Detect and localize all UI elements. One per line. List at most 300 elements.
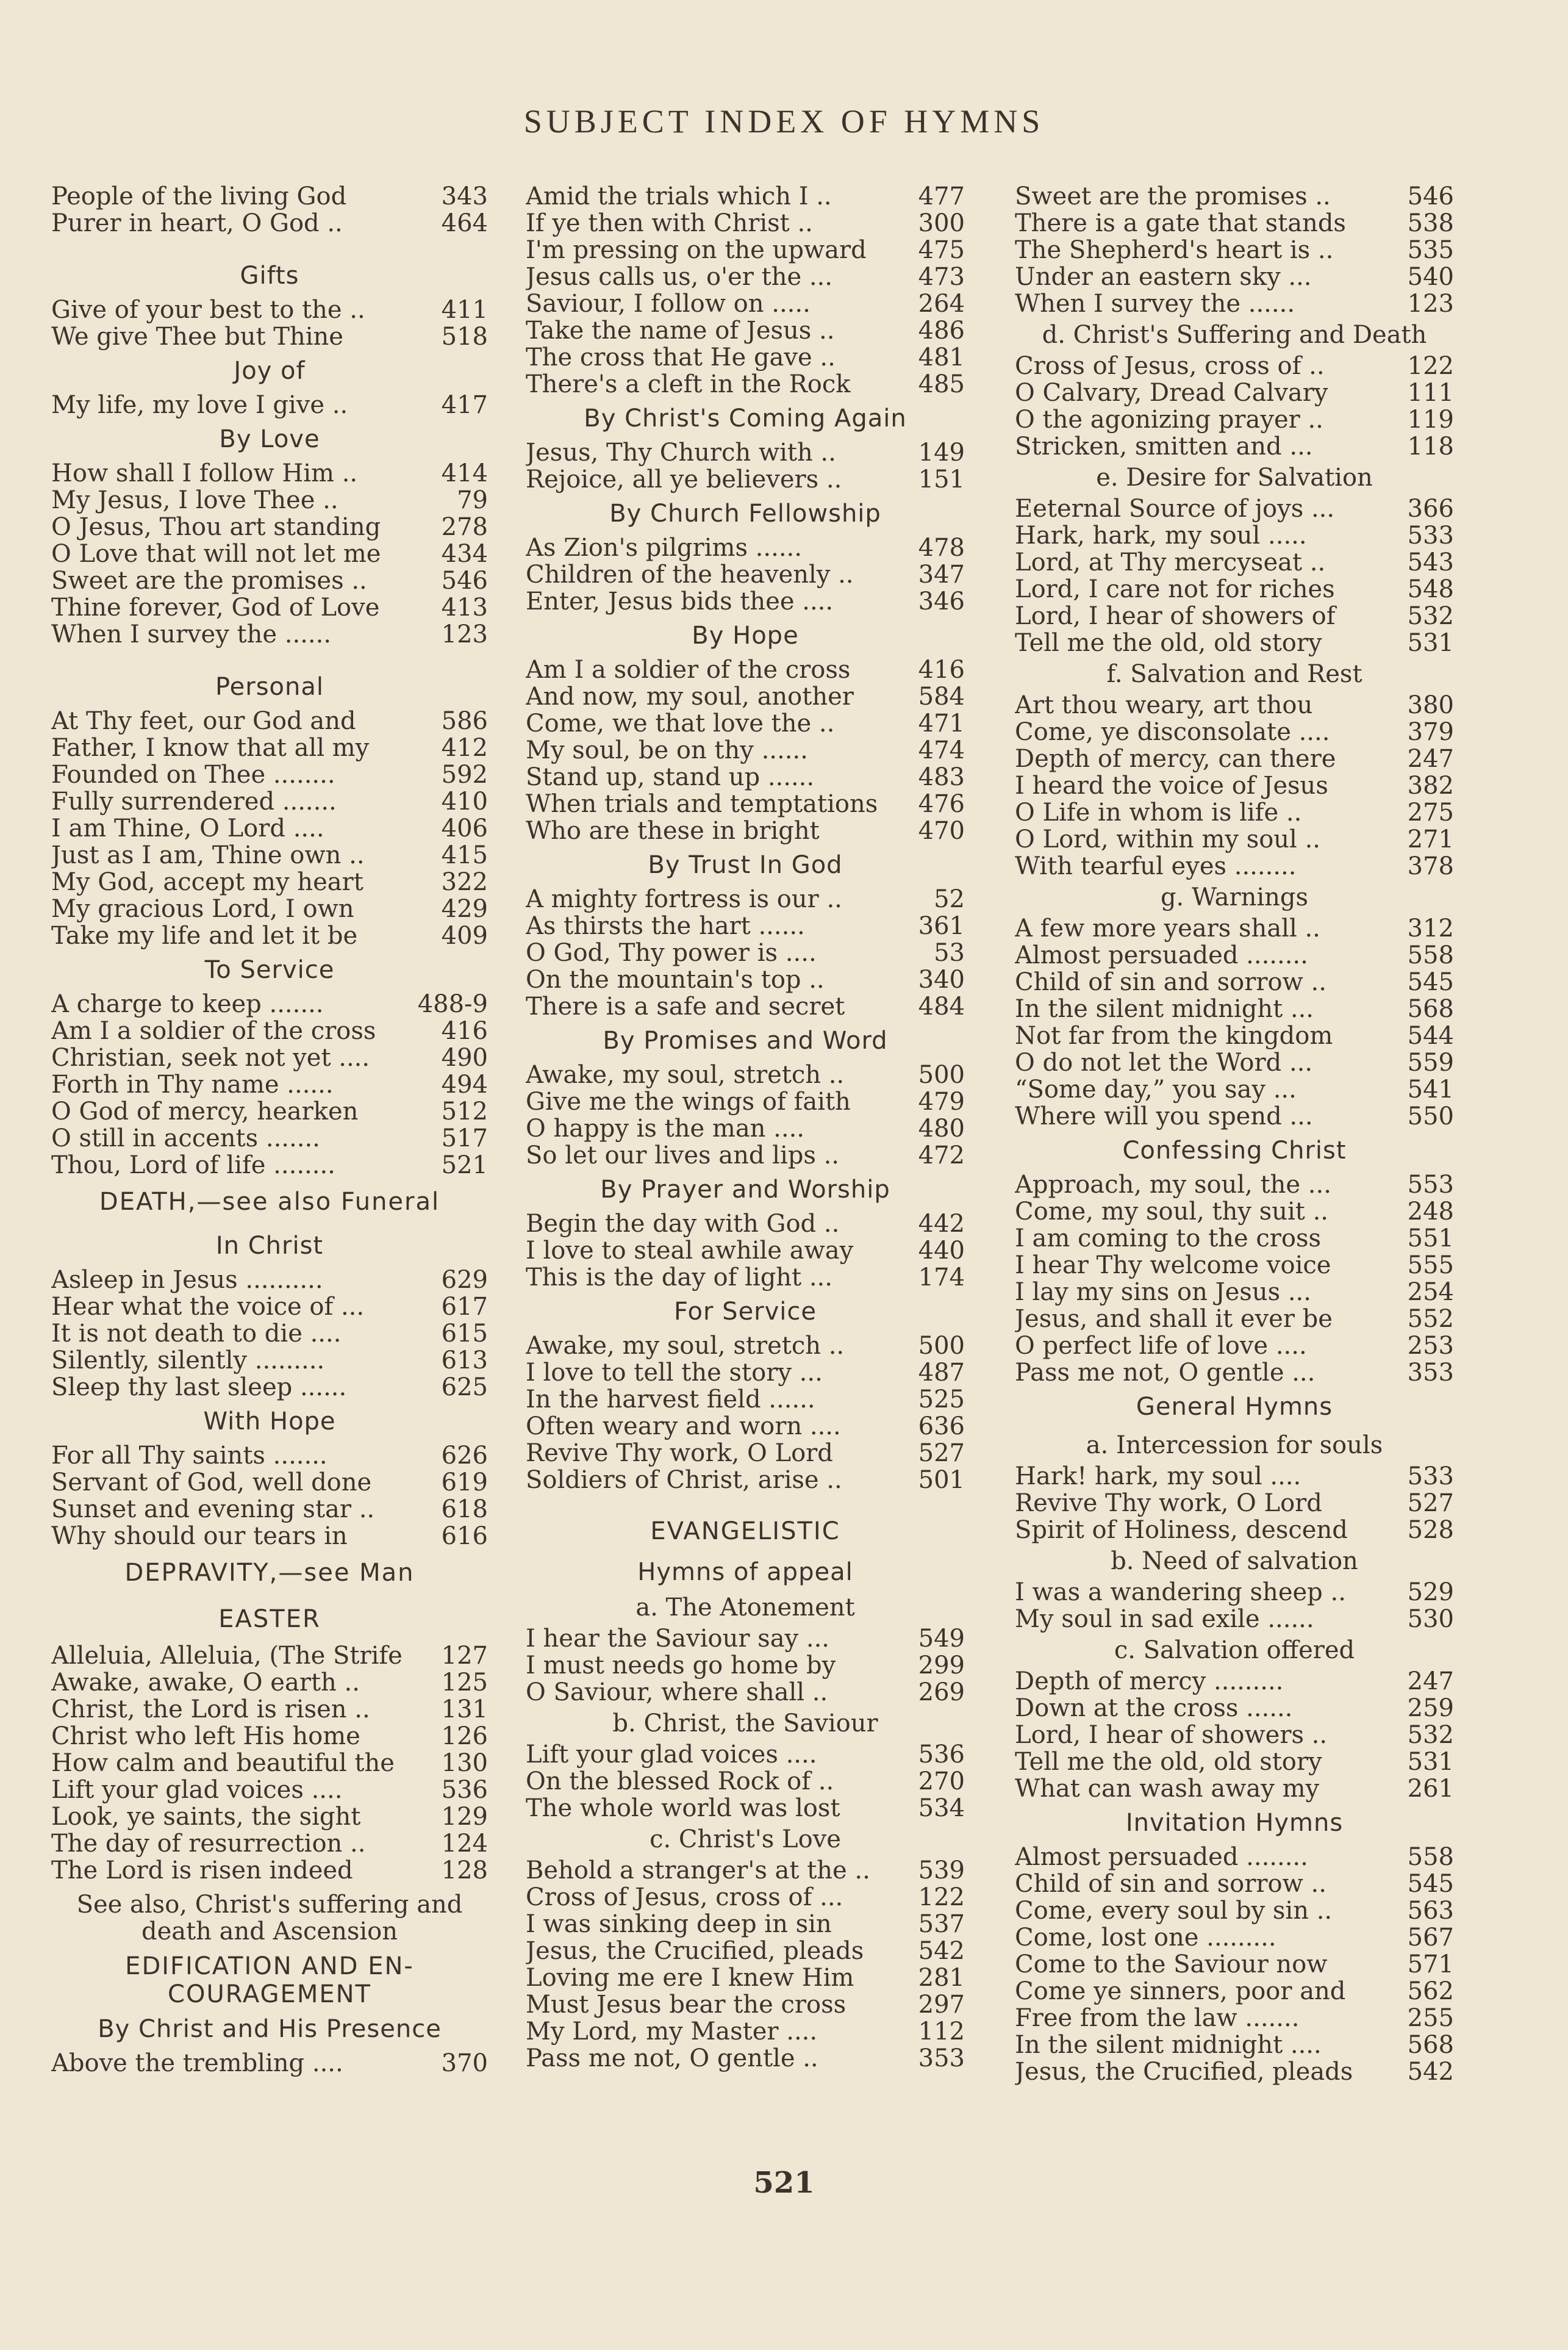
section-heading: By Church Fellowship	[609, 500, 881, 528]
index-entry	[51, 708, 488, 735]
hymn-number: 478	[918, 534, 965, 562]
hymn-number: 416	[918, 656, 965, 684]
index-entry	[526, 940, 965, 966]
index-entry	[1015, 1870, 1454, 1897]
hymn-number: 125	[441, 1669, 488, 1697]
hymn-title: Saviour, I follow on .....	[526, 290, 811, 317]
hymn-title: Lord, I care not for riches	[1015, 576, 1335, 603]
hymn-title: In the silent midnight ....	[1015, 2032, 1322, 2058]
hymn-title: Come, every soul by sin ..	[1015, 1897, 1333, 1924]
index-entry	[51, 1496, 488, 1523]
index-entry	[1015, 353, 1454, 379]
index-entry	[526, 1652, 965, 1679]
hymn-number: 533	[1407, 1462, 1454, 1490]
hymn-number: 536	[441, 1776, 488, 1804]
index-entry	[526, 1386, 965, 1413]
hymn-title: A mighty fortress is our ..	[526, 886, 842, 913]
hymn-title: Just as I am, Thine own ..	[51, 842, 365, 869]
index-entry	[1015, 969, 1454, 996]
hymn-number: 254	[1407, 1278, 1454, 1306]
hymn-number: 278	[441, 513, 488, 541]
hymn-number: 131	[441, 1695, 488, 1723]
section-heading: With Hope	[203, 1407, 336, 1436]
hymn-number: 353	[918, 2044, 965, 2072]
hymn-number: 380	[1407, 691, 1454, 719]
hymn-title: “Some day,” you say ...	[1015, 1076, 1297, 1103]
hymn-title: Approach, my soul, the ...	[1015, 1171, 1331, 1198]
hymn-title: Revive Thy work, O Lord	[1015, 1490, 1322, 1517]
hymn-number: 617	[441, 1293, 488, 1321]
index-entry	[526, 371, 965, 398]
hymn-number: 481	[918, 343, 965, 372]
index-entry	[1015, 1049, 1454, 1076]
hymn-title: The Lord is risen indeed	[51, 1857, 353, 1884]
major-heading: COURAGEMENT	[168, 1980, 371, 2008]
hymn-title: Purer in heart, O God ..	[51, 210, 343, 237]
hymn-title: O the agonizing prayer ..	[1015, 406, 1323, 433]
index-entry	[51, 2050, 488, 2077]
index-entry	[1015, 746, 1454, 772]
hymn-number: 616	[441, 1522, 488, 1550]
subsection-heading: d. Christ's Suffering and Death	[1042, 321, 1427, 349]
hymn-number: 118	[1407, 433, 1454, 461]
hymn-title: I must needs go home by	[526, 1652, 836, 1679]
hymn-number: 253	[1407, 1332, 1454, 1360]
hymn-title: Tell me the old, old story	[1015, 630, 1322, 656]
hymn-number: 490	[441, 1044, 488, 1072]
hymn-number: 533	[1407, 522, 1454, 550]
index-entry	[51, 541, 488, 567]
hymn-number: 264	[918, 290, 965, 318]
hymn-title: I'm pressing on the upward	[526, 237, 867, 264]
hymn-number: 527	[918, 1439, 965, 1467]
hymn-title: I was a wandering sheep ..	[1015, 1579, 1346, 1606]
index-entry	[1015, 1668, 1454, 1695]
index-entry	[526, 1210, 965, 1237]
major-heading: EASTER	[218, 1605, 321, 1633]
hymn-number: 540	[1407, 263, 1454, 291]
hymn-title: How shall I follow Him ..	[51, 460, 358, 487]
hymn-title: Often weary and worn ....	[526, 1413, 841, 1440]
hymn-number: 415	[441, 841, 488, 869]
hymn-title: My soul, be on thy ......	[526, 737, 808, 764]
hymn-title: My life, my love I give ..	[51, 392, 348, 419]
subsection-heading: c. Christ's Love	[650, 1825, 841, 1853]
index-entry	[526, 1679, 965, 1706]
index-entry	[1015, 1978, 1454, 2005]
hymn-title: I love to steal awhile away	[526, 1237, 854, 1264]
hymn-title: Forth in Thy name ......	[51, 1071, 334, 1098]
index-entry	[51, 487, 488, 514]
index-entry	[51, 761, 488, 788]
hymn-number: 483	[918, 763, 965, 791]
hymn-number: 382	[1407, 772, 1454, 800]
hymn-number: 549	[918, 1625, 965, 1653]
index-entry	[1015, 2032, 1454, 2058]
hymn-number: 122	[1407, 352, 1454, 380]
hymn-number: 567	[1407, 1924, 1454, 1952]
hymn-title: Christian, seek not yet ....	[51, 1044, 370, 1071]
hymn-number: 124	[441, 1830, 488, 1858]
hymn-number: 619	[441, 1468, 488, 1497]
hymn-title: Alleluia, Alleluia, (The Strife	[51, 1642, 403, 1669]
hymn-title: O perfect life of love ....	[1015, 1332, 1307, 1359]
hymn-title: Awake, my soul, stretch ..	[526, 1332, 845, 1359]
hymn-number: 521	[441, 1151, 488, 1179]
hymn-number: 406	[441, 814, 488, 843]
index-entry	[526, 764, 965, 791]
index-entry	[526, 1625, 965, 1652]
hymn-number: 517	[441, 1124, 488, 1152]
hymn-title: Am I a soldier of the cross	[51, 1018, 376, 1044]
hymn-title: If ye then with Christ ..	[526, 210, 813, 237]
hymn-number: 636	[918, 1412, 965, 1440]
hymn-number: 536	[918, 1741, 965, 1769]
section-heading: General Hymns	[1136, 1393, 1333, 1421]
hymn-title: There's a cleft in the Rock	[526, 371, 851, 398]
index-entry	[1015, 1171, 1454, 1198]
section-heading: By Christ's Coming Again	[584, 404, 907, 433]
index-entry	[1015, 942, 1454, 969]
hymn-title: Sleep thy last sleep ......	[51, 1374, 347, 1401]
index-entry	[526, 344, 965, 371]
section-heading: By Hope	[692, 622, 799, 650]
index-entry	[1015, 237, 1454, 264]
hymn-title: For all Thy saints .......	[51, 1442, 328, 1469]
index-entry	[526, 1857, 965, 1884]
hymn-title: Lord, at Thy mercyseat ..	[1015, 549, 1326, 576]
hymn-title: Look, ye saints, the sight	[51, 1803, 361, 1830]
hymn-title: Stand up, stand up ......	[526, 764, 815, 791]
subsection-heading: b. Need of salvation	[1111, 1547, 1358, 1575]
index-entry	[1015, 1279, 1454, 1306]
hymn-title: O do not let the Word ...	[1015, 1049, 1313, 1076]
hymn-number: 474	[918, 736, 965, 764]
index-entry	[1015, 915, 1454, 942]
index-entry	[526, 2045, 965, 2072]
see-also-note: death and Ascension	[141, 1917, 398, 1946]
index-entry	[1015, 1897, 1454, 1924]
index-entry	[526, 1911, 965, 1938]
index-entry	[1015, 996, 1454, 1022]
index-entry	[1015, 1306, 1454, 1332]
hymn-title: Rejoice, all ye believers ..	[526, 466, 842, 493]
hymn-title: Must Jesus bear the cross	[526, 1991, 847, 2018]
index-entry	[1015, 799, 1454, 826]
hymn-number: 562	[1407, 1977, 1454, 2005]
index-entry	[51, 1293, 488, 1320]
section-heading: Gifts	[240, 262, 299, 290]
hymn-title: In the harvest field ......	[526, 1386, 815, 1413]
index-entry	[526, 1088, 965, 1115]
hymn-number: 366	[1407, 495, 1454, 523]
hymn-title: Behold a stranger's at the ..	[526, 1857, 870, 1884]
hymn-number: 545	[1407, 1870, 1454, 1898]
index-entry	[526, 1332, 965, 1359]
hymn-title: There is a gate that stands	[1015, 210, 1346, 237]
hymn-number: 568	[1407, 2031, 1454, 2059]
hymn-number: 550	[1407, 1102, 1454, 1130]
index-entry	[526, 264, 965, 290]
index-entry	[51, 1723, 488, 1750]
hymn-number: 480	[918, 1115, 965, 1143]
hymn-number: 370	[441, 2049, 488, 2077]
hymn-title: Under an eastern sky ...	[1015, 264, 1312, 290]
hymn-title: Awake, awake, O earth ..	[51, 1669, 360, 1696]
hymn-title: This is the day of light ...	[526, 1264, 832, 1291]
hymn-number: 361	[918, 912, 965, 940]
hymn-title: The Shepherd's heart is ..	[1015, 237, 1334, 264]
section-heading: Invitation Hymns	[1125, 1809, 1344, 1837]
index-entry	[51, 1857, 488, 1884]
hymn-title: Jesus, Thy Church with ..	[526, 439, 836, 466]
index-entry	[51, 567, 488, 594]
hymn-number: 542	[918, 1937, 965, 1965]
index-entry	[51, 1523, 488, 1550]
index-entry	[51, 1071, 488, 1098]
index-entry	[51, 323, 488, 350]
hymn-title: At Thy feet, our God and	[51, 708, 356, 735]
hymn-title: In the silent midnight ...	[1015, 996, 1314, 1022]
index-entry	[51, 1696, 488, 1723]
index-entry	[526, 913, 965, 940]
hymn-title: Take the name of Jesus ..	[526, 317, 835, 344]
hymn-number: 442	[918, 1210, 965, 1238]
section-heading: Confessing Christ	[1122, 1137, 1347, 1165]
hymn-title: There is a safe and secret	[526, 993, 845, 1020]
index-entry	[51, 896, 488, 922]
index-column-1	[51, 183, 488, 2077]
index-entry	[526, 993, 965, 1020]
hymn-title: As Zion's pilgrims ......	[526, 534, 802, 561]
index-entry	[1015, 692, 1454, 719]
hymn-title: Depth of mercy .........	[1015, 1668, 1284, 1695]
hymn-title: Who are these in bright	[526, 817, 820, 844]
hymn-number: 475	[918, 236, 965, 264]
index-entry	[51, 210, 488, 237]
hymn-title: Where will you spend ...	[1015, 1103, 1313, 1130]
hymn-number: 112	[918, 2018, 965, 2046]
index-entry	[1015, 290, 1454, 317]
index-entry	[1015, 1844, 1454, 1870]
hymn-number: 271	[1407, 825, 1454, 853]
index-entry	[51, 1044, 488, 1071]
hymn-number: 488-9	[417, 990, 488, 1018]
hymn-title: It is not death to die ....	[51, 1320, 342, 1347]
hymn-title: Enter, Jesus bids thee ....	[526, 588, 834, 615]
hymn-title: I hear the Saviour say ...	[526, 1625, 830, 1652]
hymn-number: 259	[1407, 1694, 1454, 1722]
hymn-title: Jesus, and shall it ever be	[1015, 1306, 1333, 1332]
hymn-number: 119	[1407, 406, 1454, 434]
hymn-number: 297	[918, 1991, 965, 2019]
hymn-title: O Life in whom is life ..	[1015, 799, 1302, 826]
hymn-title: Depth of mercy, can there	[1015, 746, 1336, 772]
index-entry	[1015, 433, 1454, 460]
hymn-number: 79	[457, 486, 488, 514]
index-entry	[526, 886, 965, 913]
index-entry	[526, 588, 965, 615]
index-entry	[51, 514, 488, 541]
hymn-title: O God of mercy, hearken	[51, 1098, 359, 1125]
hymn-title: Lord, I hear of showers ..	[1015, 1722, 1328, 1748]
hymn-number: 149	[918, 439, 965, 467]
hymn-title: The cross that He gave ..	[526, 344, 836, 371]
index-entry	[1015, 1022, 1454, 1049]
hymn-title: Tell me the old, old story	[1015, 1748, 1322, 1775]
hymn-number: 629	[441, 1266, 488, 1294]
index-entry	[51, 1830, 488, 1857]
index-entry	[1015, 1103, 1454, 1130]
hymn-number: 552	[1407, 1305, 1454, 1333]
section-heading: Joy of	[234, 357, 306, 385]
hymn-title: O Calvary, Dread Calvary	[1015, 379, 1328, 406]
index-entry	[526, 1142, 965, 1169]
hymn-number: 269	[918, 1678, 965, 1706]
hymn-title: When I survey the ......	[51, 621, 332, 648]
hymn-title: Come to the Saviour now	[1015, 1951, 1328, 1978]
hymn-number: 512	[441, 1098, 488, 1126]
hymn-number: 477	[918, 182, 965, 210]
index-entry	[526, 1768, 965, 1795]
hymn-title: Why should our tears in	[51, 1523, 348, 1550]
hymn-number: 353	[1407, 1359, 1454, 1387]
hymn-title: Loving me ere I knew Him	[526, 1964, 854, 1991]
index-entry	[51, 594, 488, 621]
hymn-number: 535	[1407, 236, 1454, 264]
hymn-number: 378	[1407, 852, 1454, 880]
hymn-number: 548	[1407, 575, 1454, 603]
hymn-number: 558	[1407, 1843, 1454, 1871]
hymn-number: 568	[1407, 995, 1454, 1023]
hymn-number: 541	[1407, 1076, 1454, 1104]
hymn-title: So let our lives and lips ..	[526, 1142, 840, 1169]
hymn-title: How calm and beautiful the	[51, 1750, 395, 1777]
hymn-number: 174	[918, 1263, 965, 1292]
hymn-title: Spirit of Holiness, descend	[1015, 1517, 1348, 1543]
hymn-title: Stricken, smitten and ...	[1015, 433, 1313, 460]
hymn-title: Am I a soldier of the cross	[526, 656, 851, 683]
hymn-number: 531	[1407, 1748, 1454, 1776]
major-heading: EDIFICATION AND EN-	[125, 1952, 414, 1980]
index-entry	[1015, 210, 1454, 237]
hymn-number: 615	[441, 1320, 488, 1348]
hymn-number: 261	[1407, 1775, 1454, 1803]
hymn-title: Lord, I hear of showers of	[1015, 603, 1336, 630]
hymn-title: I hear Thy welcome voice	[1015, 1252, 1331, 1279]
index-entry	[51, 1442, 488, 1469]
index-entry	[526, 210, 965, 237]
index-entry	[526, 1264, 965, 1291]
index-entry	[51, 922, 488, 949]
index-entry	[51, 1642, 488, 1669]
index-entry	[51, 1469, 488, 1496]
hymn-number: 347	[918, 561, 965, 589]
index-entry	[1015, 522, 1454, 549]
hymn-title: The whole world was lost	[526, 1795, 840, 1822]
index-entry	[526, 817, 965, 844]
index-entry	[1015, 853, 1454, 880]
section-heading: To Service	[204, 956, 335, 984]
index-entry	[526, 183, 965, 210]
hymn-number: 281	[918, 1964, 965, 1992]
page-title: SUBJECT INDEX OF HYMNS	[523, 103, 1045, 140]
index-entry	[1015, 1490, 1454, 1517]
hymn-number: 476	[918, 790, 965, 818]
hymn-number: 584	[918, 683, 965, 711]
section-heading: Personal	[215, 673, 324, 701]
hymn-title: O Love that will not let me	[51, 541, 381, 567]
hymn-number: 410	[441, 788, 488, 816]
hymn-title: Hear what the voice of ...	[51, 1293, 365, 1320]
hymn-number: 539	[918, 1856, 965, 1885]
subsection-heading: a. Intercession for souls	[1086, 1431, 1383, 1459]
hymn-title: Come, we that love the ..	[526, 710, 835, 737]
hymn-number: 440	[918, 1237, 965, 1265]
subsection-heading: c. Salvation offered	[1114, 1636, 1355, 1664]
hymn-number: 52	[934, 885, 965, 913]
hymn-number: 413	[441, 594, 488, 622]
index-column-3	[1015, 183, 1454, 2085]
hymn-number: 129	[441, 1803, 488, 1831]
hymn-number: 544	[1407, 1022, 1454, 1050]
hymn-title: Jesus, the Crucified, pleads	[526, 1938, 864, 1964]
subsection-heading: a. The Atonement	[635, 1594, 855, 1622]
hymn-number: 518	[441, 323, 488, 351]
hymn-number: 471	[918, 710, 965, 738]
page-number: 521	[753, 2166, 815, 2200]
hymn-title: I am Thine, O Lord ....	[51, 815, 324, 842]
index-entry	[1015, 1951, 1454, 1978]
hymn-title: Come, ye disconsolate ....	[1015, 719, 1330, 746]
index-entry	[51, 1098, 488, 1125]
index-entry	[526, 966, 965, 993]
index-entry	[1015, 1076, 1454, 1103]
section-heading: In Christ	[215, 1232, 324, 1260]
index-entry	[1015, 1722, 1454, 1748]
hymn-number: 537	[918, 1910, 965, 1938]
hymn-number: 128	[441, 1856, 488, 1885]
hymn-title: Give of your best to the ..	[51, 296, 365, 323]
hymn-title: Revive Thy work, O Lord	[526, 1440, 833, 1467]
hymn-title: Above the trembling ....	[51, 2050, 343, 2077]
index-entry	[51, 1777, 488, 1803]
hymn-title: I love to tell the story ...	[526, 1359, 823, 1386]
index-entry	[1015, 1517, 1454, 1543]
hymn-number: 123	[441, 620, 488, 649]
index-entry	[526, 737, 965, 764]
hymn-title: We give Thee but Thine	[51, 323, 343, 350]
hymn-number: 270	[918, 1767, 965, 1795]
index-entry	[526, 1991, 965, 2018]
hymn-number: 247	[1407, 1667, 1454, 1695]
hymn-number: 563	[1407, 1897, 1454, 1925]
index-entry	[1015, 826, 1454, 853]
index-entry	[51, 1320, 488, 1347]
hymn-title: Down at the cross ......	[1015, 1695, 1293, 1722]
hymn-title: Thou, Lord of life ........	[51, 1152, 335, 1179]
subsection-heading: f. Salvation and Rest	[1106, 660, 1362, 688]
hymn-number: 346	[918, 588, 965, 616]
hymn-number: 558	[1407, 941, 1454, 969]
hymn-number: 434	[441, 540, 488, 568]
hymn-number: 487	[918, 1359, 965, 1387]
index-entry	[51, 869, 488, 896]
index-entry	[526, 1237, 965, 1264]
index-entry	[51, 296, 488, 323]
hymn-number: 592	[441, 761, 488, 789]
index-entry	[1015, 1225, 1454, 1252]
